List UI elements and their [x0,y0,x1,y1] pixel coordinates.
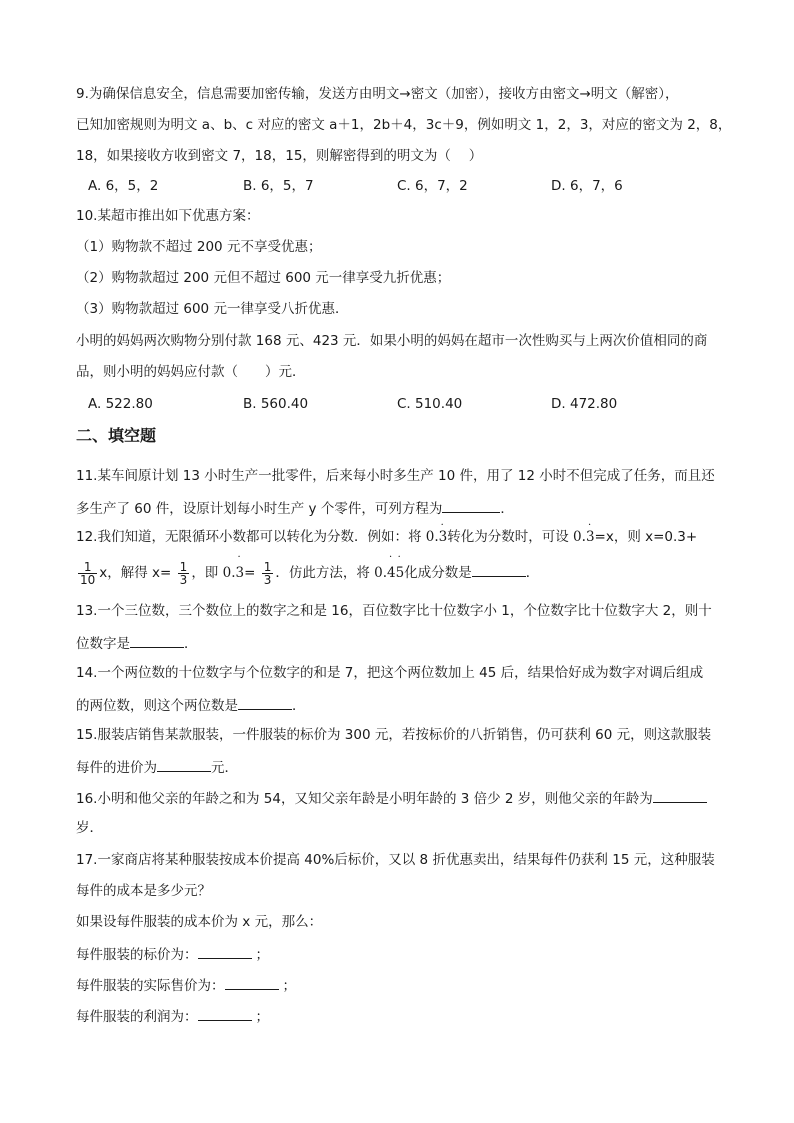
q17-line-3: 如果设每件服装的成本价为 x 元，那么： [76,914,323,930]
q9-option-d: D. 6，7，6 [551,178,623,194]
q17-line-1: 17.一家商店将某种服装按成本价提高 40%后标价，又以 8 折优惠卖出，结果每件仍获利 15 元，这种服装 [76,852,715,868]
q12-line-2a: x，解得 x= [99,565,172,581]
q12-rep1b-int: 0. [573,529,586,545]
q13-line-1: 13.一个三位数，三个数位上的数字之和是 16，百位数字比十位数字小 1，个位数字比十位数字大 2，则十 [76,603,712,619]
q10-option-c: C. 510.40 [397,396,463,412]
q10-line-1: 10.某超市推出如下优惠方案： [76,208,260,224]
q12-fraction-1-3 [178,561,190,586]
q12-rep45-d1-wrap [387,552,396,587]
q11-line-2 [76,497,514,519]
q12-line-2e: 化成分数是 [404,565,472,581]
q12-repeating-decimal-1b [573,520,595,545]
q9-line-2: 已知加密规则为明文 a、b、c 对应的密文 a＋1，2b＋4，3c＋9，例如明文 1，2，3，对应的密文为 2，8， [76,117,732,133]
q12-line-2b: ，即 [191,565,219,581]
q16-line-1-text: 16.小明和他父亲的年龄之和为 54，又知父亲年龄是小明年龄的 3 倍少 2 岁，则他父亲的年龄为 [76,791,653,807]
q12-fraction-1-3b [262,561,274,586]
repeat-dot-icon: · [440,520,444,531]
q12-line-2 [76,552,540,587]
q16-line-2: 岁． [76,820,103,836]
q12-rep1b-digit: 3 [585,529,595,545]
q12-rep45-d2: 5 [395,565,405,581]
q11-answer-blank[interactable] [442,497,500,513]
q15-line-2-text: 每件的进价为 [76,760,157,776]
q12-frac2-numerator: 1 [179,559,188,574]
q14-end: ． [292,698,306,714]
q12-line-1b: 转化为分数时，可设 [447,529,569,545]
q17-line-5-text: 每件服装的实际售价为： [76,978,225,994]
q16-answer-blank[interactable] [653,787,707,803]
q10-item-3: （3）购物款超过 600 元一律享受八折优惠． [76,301,349,317]
q17-profit-blank[interactable] [198,1005,252,1021]
q12-repeating-decimal-45 [374,552,405,581]
q10-option-b: B. 560.40 [243,396,309,412]
q12-repeating-decimal-2 [222,552,245,581]
q12-rep1-int: 0. [425,529,439,545]
q17-sale-price-blank[interactable] [225,974,279,990]
q17-line-4 [76,943,269,965]
q9-option-b: B. 6，5，7 [243,178,314,194]
q10-line-3: 品，则小明的妈妈应付款（ ）元． [76,364,306,380]
q12-rep45-d1: 4 [387,565,396,581]
q17-line-6 [76,1005,269,1027]
q11-line-2-text: 多生产了 60 件，设原计划每小时生产 y 个零件，可列方程为 [76,501,443,517]
q12-line-2d: ．仿此方法，将 [275,565,370,581]
q14-answer-blank[interactable] [238,694,292,710]
q14-line-2-text: 的两位数，则这个两位数是 [76,698,238,714]
q14-line-1: 14.一个两位数的十位数字与个位数字的和是 7，把这个两位数加上 45 后，结果恰好成为数字对调后组成 [76,665,704,681]
q9-option-a: A. 6，5，2 [88,178,159,194]
q9-option-c: C. 6，7，2 [397,178,468,194]
q12-end: ． [525,565,540,581]
q12-frac1-numerator: 1 [78,561,97,574]
q13-end: ． [184,636,198,652]
q16-line-1 [76,787,707,809]
q13-line-2-text: 位数字是 [76,636,130,652]
q9-line-1: 9.为确保信息安全，信息需要加密传输，发送方由明文→密文（加密），接收方由密文→明文（解密）， [76,86,679,102]
q15-end: 元． [211,760,238,776]
q15-line-1: 15.服装店销售某款服装，一件服装的标价为 300 元，若按标价的八折销售，仍可获利 60 元，则这款服装 [76,727,712,743]
repeat-dot-icon: · [389,552,393,563]
q17-line-2: 每件的成本是多少元？ [76,883,211,899]
q12-frac1-denominator: 10 [80,572,96,587]
q12-fraction-1-10 [78,561,97,586]
q11-line-1: 11.某车间原计划 13 小时生产一批零件，后来每小时多生产 10 件，用了 12 小时不但完成了任务，而且还 [76,468,715,484]
q12-answer-blank[interactable] [472,561,526,577]
repeat-dot-icon: · [397,552,401,563]
q12-rep1-digit-wrap [438,520,448,547]
q17-sep-3: ； [255,1009,269,1025]
q10-line-2: 小明的妈妈两次购物分别付款 168 元、423 元．如果小明的妈妈在超市一次性购买与上两次价值相同的商 [76,333,708,349]
q17-line-5 [76,974,296,996]
q13-answer-blank[interactable] [130,632,184,648]
q17-sep-1: ； [255,947,269,963]
q17-line-6-text: 每件服装的利润为： [76,1009,198,1025]
q12-rep45-int: 0. [374,565,388,581]
q12-rep45-d2-wrap [395,552,405,587]
q12-rep2-digit-wrap [235,552,245,587]
q10-item-1: （1）购物款不超过 200 元不享受优惠； [76,239,322,255]
q12-rep1b-digit-wrap [585,520,595,547]
repeat-dot-icon: · [237,552,241,563]
q12-rep2-digit: 3 [235,565,245,581]
q13-line-2 [76,632,198,654]
q12-line-1a: 12.我们知道，无限循环小数都可以转化为分数．例如：将 [76,529,422,545]
q17-sep-2: ； [282,978,296,994]
q9-line-3: 18，如果接收方收到密文 7，18，15，则解密得到的明文为（ ） [76,148,483,164]
q17-line-4-text: 每件服装的标价为： [76,947,198,963]
q12-rep1-digit: 3 [438,529,448,545]
q12-frac3-numerator: 1 [263,559,272,574]
q10-option-d: D. 472.80 [551,396,618,412]
q12-frac2-denominator: 3 [179,572,188,587]
q12-line-1c: =x，则 x=0.3+ [594,529,698,545]
q10-item-2: （2）购物款超过 200 元但不超过 600 元一律享受九折优惠； [76,270,451,286]
q11-end: ． [500,501,514,517]
q17-list-price-blank[interactable] [198,943,252,959]
q12-line-1 [76,520,698,547]
q14-line-2 [76,694,306,716]
q12-repeating-decimal-1 [425,520,448,545]
q10-option-a: A. 522.80 [88,396,153,412]
section-heading: 二、填空题 [76,426,157,445]
q15-answer-blank[interactable] [157,756,211,772]
q12-rep2-int: 0. [222,565,236,581]
q12-line-2c: = [244,565,256,581]
q15-line-2 [76,756,238,778]
q12-frac3-denominator: 3 [263,572,272,587]
repeat-dot-icon: · [587,520,592,531]
